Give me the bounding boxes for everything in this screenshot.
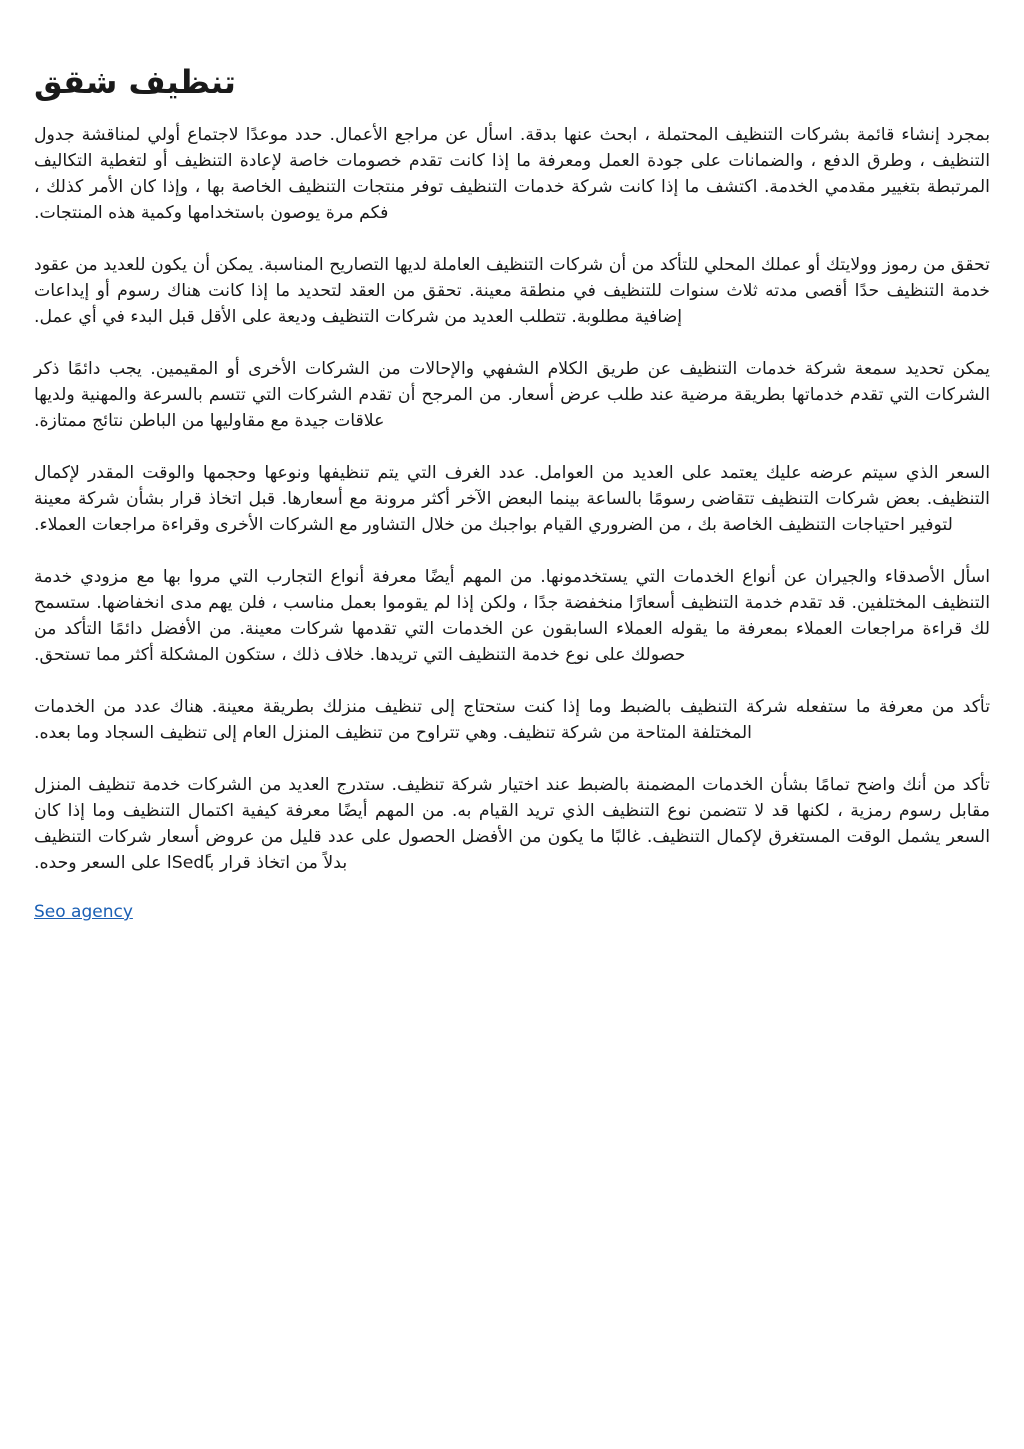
- paragraph-4: السعر الذي سيتم عرضه عليك يعتمد على العديد من العوامل. عدد الغرف التي يتم تنظيفها ونوعها وحجمها والوقت المقدر لإكمال التنظيف. بعض شركات التنظيف تتقاضى رسومًا بالساعة بينما البعض الآخر أكثر مرونة مع أسعارها. قبل اتخاذ قرار بشأن شركة معينة لتوفير احتياجات التنظيف الخاصة بك ، من الضروري القيام بواجبك من خلال التشاور مع الشركات الأخرى وقراءة مراجعات العملاء.: [34, 463, 990, 535]
- paragraph-7: تأكد من أنك واضح تمامًا بشأن الخدمات المضمنة بالضبط عند اختيار شركة تنظيف. ستدرج العديد من الشركات خدمة تنظيف المنزل مقابل رسوم رمزية ، لكنها قد لا تتضمن نوع التنظيف الذي تريد القيام به. من المهم أيضًا معرفة كيفية اكتمال التنظيف وما إذا كان السعر يشمل الوقت المستغرق لإكمال التنظيف. غالبًا ما يكون من الأفضل الحصول على عدد قليل من عروض أسعار شركات التنظيف بدلاً من اتخاذ قرار باSedًا على السعر وحده.: [34, 775, 990, 873]
- paragraph-6: تأكد من معرفة ما ستفعله شركة التنظيف بالضبط وما إذا كنت ستحتاج إلى تنظيف منزلك بطريقة معينة. هناك عدد من الخدمات المختلفة المتاحة من شركة تنظيف. وهي تتراوح من تنظيف المنزل العام إلى تنظيف السجاد وما بعده.: [34, 697, 990, 743]
- paragraph-3: يمكن تحديد سمعة شركة خدمات التنظيف عن طريق الكلام الشفهي والإحالات من الشركات الأخرى أو المقيمين. يجب دائمًا ذكر الشركات التي تقدم خدماتها بطريقة مرضية عند طلب عرض أسعار. من المرجح أن تقدم الشركات التي تتسم بالسرعة والمهنية ولديها علاقات جيدة مع مقاوليها من الباطن نتائج ممتازة.: [34, 359, 990, 431]
- paragraph-5: اسأل الأصدقاء والجيران عن أنواع الخدمات التي يستخدمونها. من المهم أيضًا معرفة أنواع التجارب التي مروا بها مع مزودي خدمة التنظيف المختلفين. قد تقدم خدمة التنظيف أسعارًا منخفضة جدًا ، ولكن إذا لم يقوموا بعمل مناسب ، فلن يهم مدى انخفاضها. ستسمح لك قراءة مراجعات العملاء بمعرفة ما يقوله العملاء السابقون عن الخدمات التي تقدمها شركات معينة. من الأفضل دائمًا التأكد من حصولك على نوع خدمة التنظيف التي تريدها. خلاف ذلك ، ستكون المشكلة أكثر مما تستحق.: [34, 567, 990, 665]
- page-title-text: تنظيف شقق: [34, 63, 236, 101]
- page-title: [34, 58, 990, 106]
- paragraph-1: بمجرد إنشاء قائمة بشركات التنظيف المحتملة ، ابحث عنها بدقة. اسأل عن مراجع الأعمال. حدد موعدًا لاجتماع أولي لمناقشة جدول التنظيف ، وطرق الدفع ، والضمانات على جودة العمل ومعرفة ما إذا كانت تقدم خصومات خاصة لإعادة التنظيف أو لتغطية التكاليف المرتبطة بتغيير مقدمي الخدمة. اكتشف ما إذا كانت شركة خدمات التنظيف توفر منتجات التنظيف الخاصة بها ، وإذا كان الأمر كذلك ، فكم مرة يوصون باستخدامها وكمية هذه المنتجات.: [34, 125, 990, 223]
- paragraph-2: تحقق من رموز وولايتك أو عملك المحلي للتأكد من أن شركات التنظيف العاملة لديها التصاريح المناسبة. يمكن أن يكون للعديد من عقود خدمة التنظيف حدًا أقصى مدته ثلاث سنوات للتنظيف في منطقة معينة. تحقق من العقد لتحديد ما إذا كانت هناك رسوم أو إيداعات إضافية مطلوبة. تتطلب العديد من شركات التنظيف وديعة على الأقل قبل البدء في أي عمل.: [34, 255, 990, 327]
- seo-agency-link[interactable]: Seo agency: [34, 902, 133, 922]
- link-row: [34, 902, 990, 922]
- article: [34, 58, 990, 922]
